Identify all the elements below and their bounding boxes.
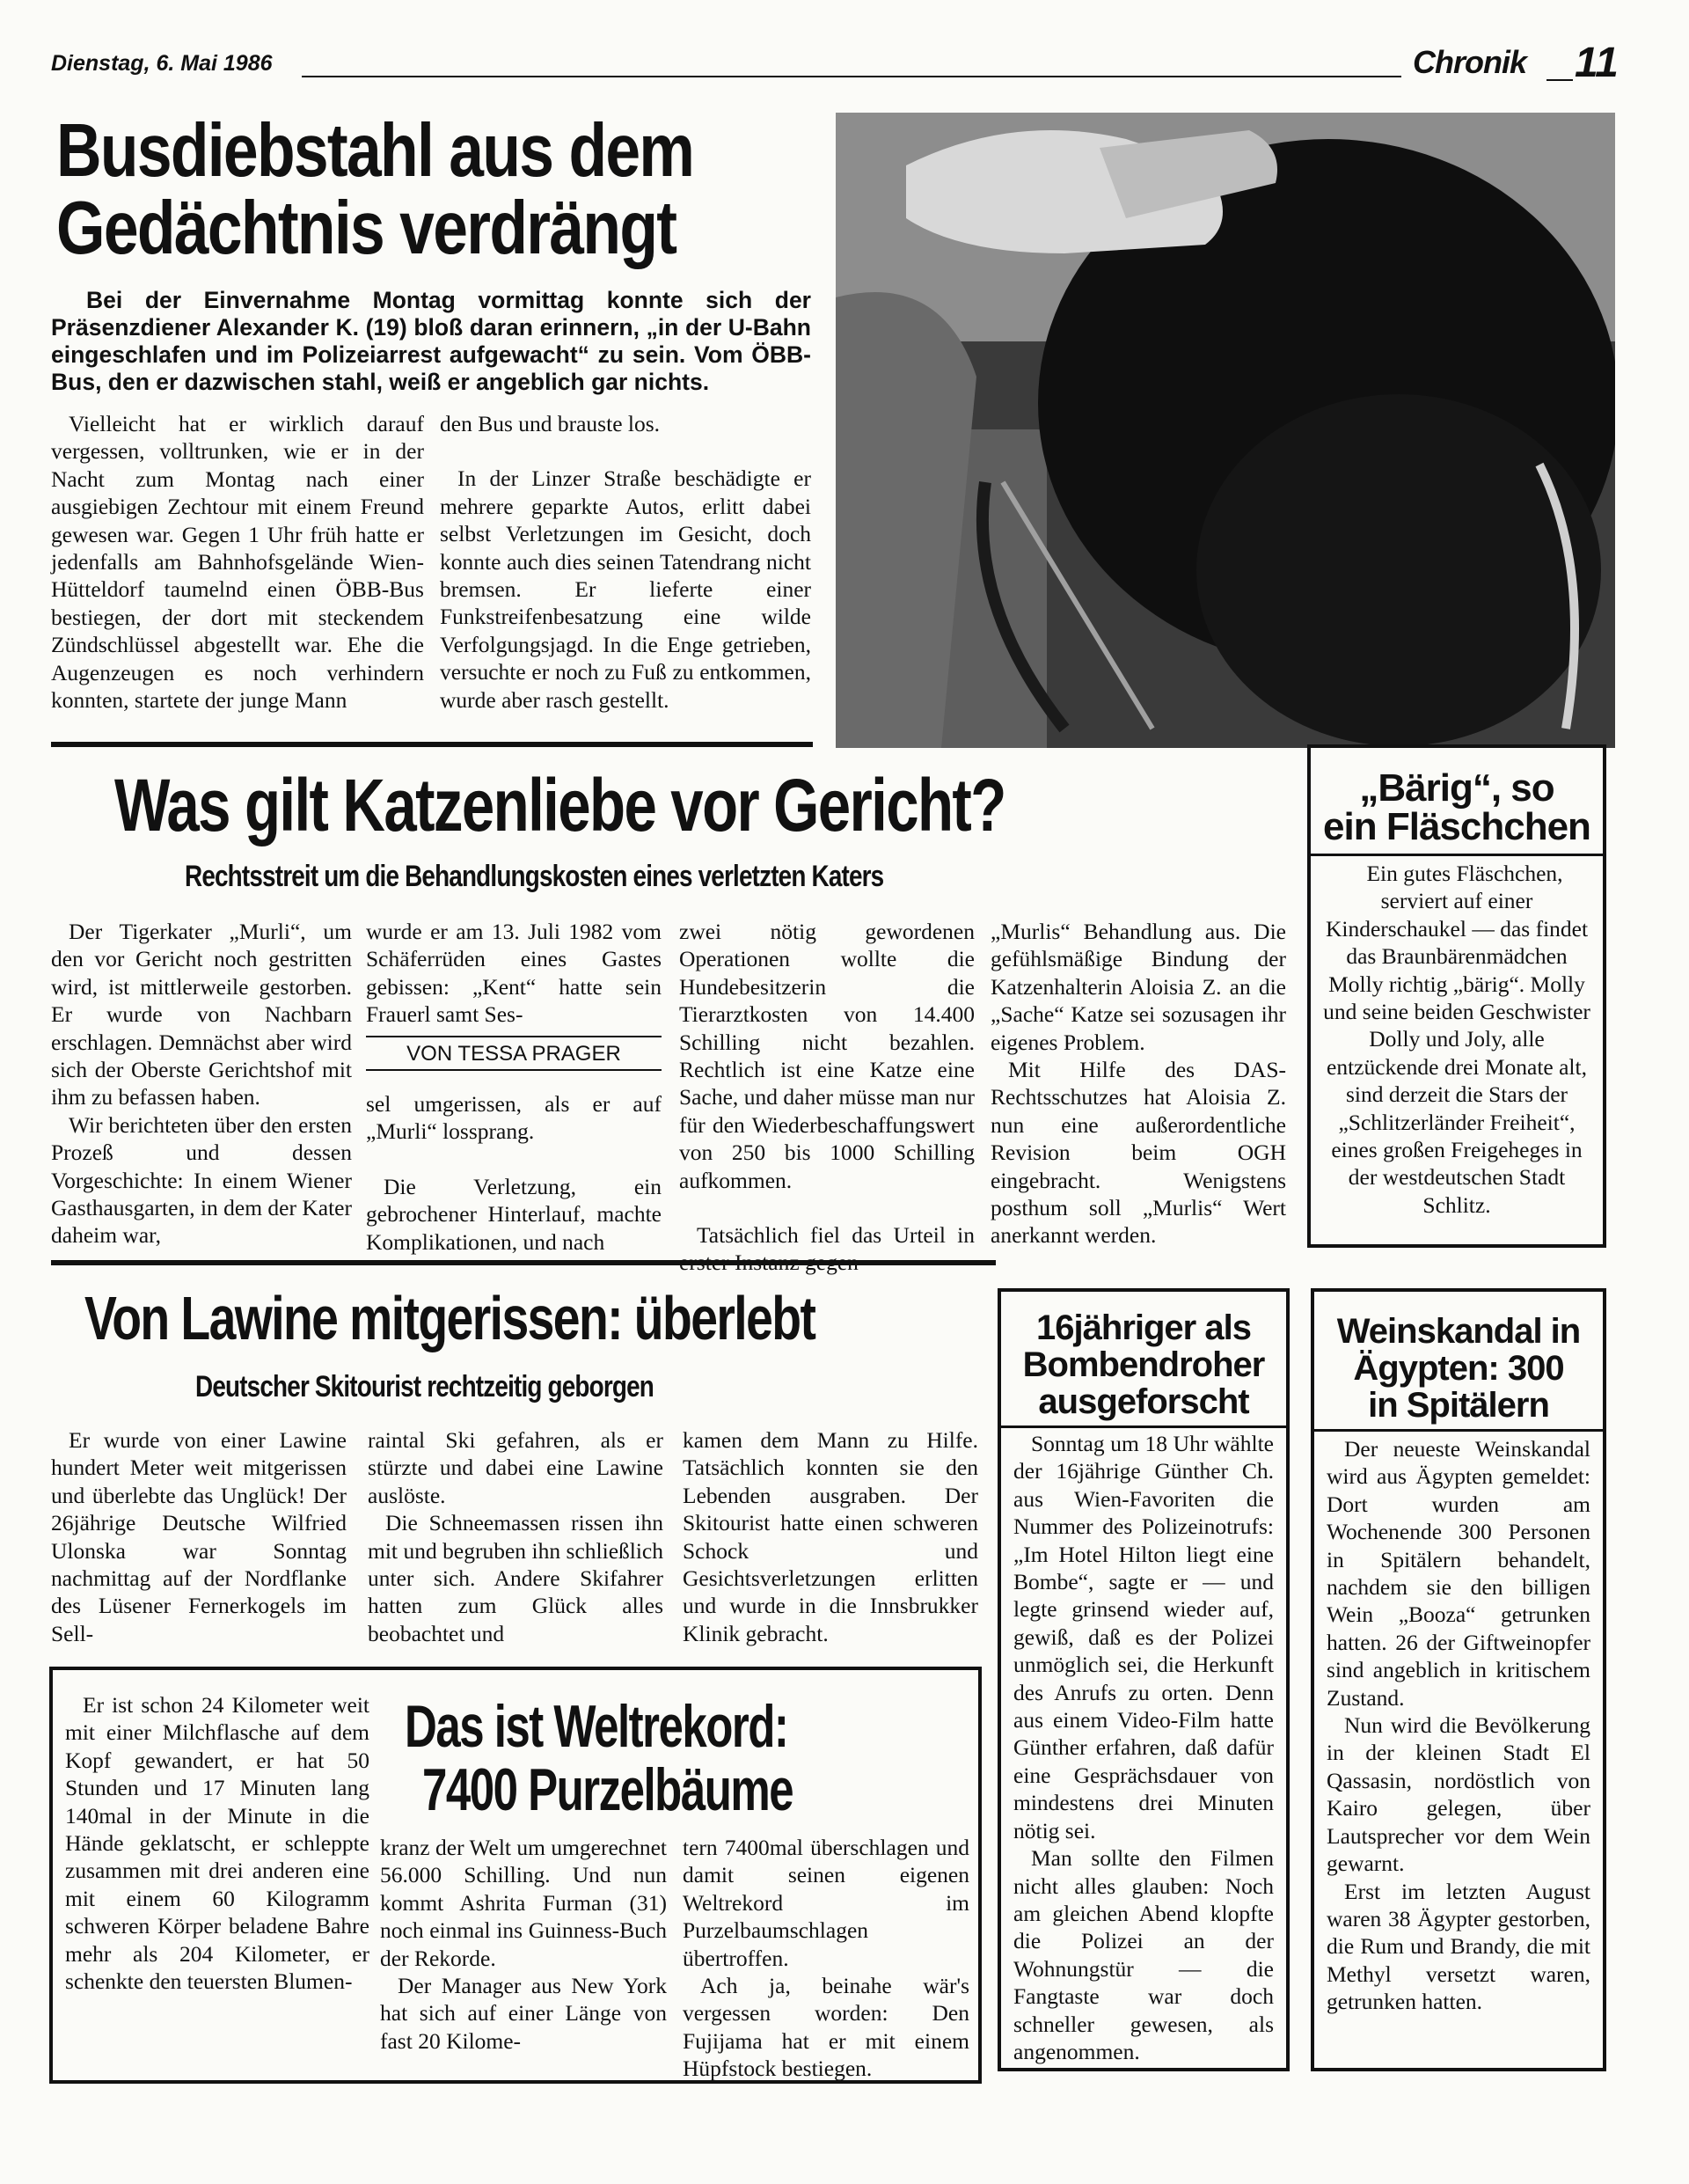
katze-col4-para-1: „Murlis“ Behandlung aus. Die gefühlsmäßige Bindung der Katzenhalterin Aloisia Z. an die „Sache“ Katze sei sozusagen ihr eigenes Problem. (991, 919, 1286, 1055)
baerig-headline-line-1: „Bärig“, so (1359, 766, 1554, 810)
katze-col2-para-2: Die Verletzung, ein gebrochener Hinterlauf, machte Komplikationen, und nach (366, 1173, 662, 1255)
baerig-headline-line-2: ein Fläschchen (1323, 805, 1590, 848)
lawine-column-1 (51, 1426, 347, 1647)
bear-swing-image (836, 113, 1615, 748)
katze-column-4 (991, 918, 1286, 1250)
bus-col1-text: Vielleicht hat er wirklich darauf vergessen, volltrunken, wie er in der Nacht zum Montag nach einer ausgiebigen Zechtour mit einem Freund gewesen war. Gegen 1 Uhr früh hatte er jedenfalls am Bahnhofsgelände Wien-Hütteldorf taumelnd einen ÖBB-Bus bestiegen, der dort mit steckendem Zündschlüssel abgestellt war. Ehe die Augenzeugen es noch verhindern konnten, startete der junge Mann (51, 411, 424, 714)
bus-headline-line-1: Busdiebstahl aus dem (56, 109, 694, 193)
bus-headline-line-2: Gedächtnis verdrängt (56, 187, 676, 270)
baerig-body: Ein gutes Fläschchen, serviert auf einer Kinderschaukel — das findet das Braunbärenmädchen Molly richtig „bärig“. Molly und seine beiden Geschwister Dolly und Joly, alle entzückende drei Monate alt, sind derzeit die Stars der „Schlitzerländer Freiheit“, eines großen Freigeheges in der westdeutschen Stadt Schlitz. (1323, 861, 1590, 1218)
wein-box (1311, 1288, 1606, 2071)
lawine-subhead: Deutscher Skitourist rechtzeitig geborgen (195, 1370, 654, 1403)
lawine-headline: Von Lawine mitgerissen: überlebt (84, 1284, 815, 1352)
rekord-headline-line-1: Das ist Weltrekord: (405, 1693, 788, 1760)
lawine-col2-para-2: Die Schneemassen rissen ihn mit und begruben ihn schließlich unter sich. Andere Skifahrer hatten zum Glück alles beobachtet und (368, 1510, 663, 1646)
rekord-headline (405, 1695, 976, 1821)
bombe-headline-line-2: Bombendroher (1022, 1345, 1265, 1384)
wein-headline-line-2: Ägypten: 300 (1353, 1349, 1564, 1388)
bombe-para-1: Sonntag um 18 Uhr wählte der 16jährige Günther Ch. aus Wien-Favoriten die Nummer des Polizeinotrufs: „Im Hotel Hilton liegt eine Bombe“, sagte er — und legte grinsend wieder auf, gewiß, daß es der Polizei unmöglich sei, die Herkunft des Anrufs zu orten. Denn aus einem Video-Film hatte Günther erfahren, daß dafür eine Gesprächsdauer von mindestens drei Minuten nötig sei. (1013, 1431, 1274, 1843)
katze-subhead: Rechtsstreit um die Behandlungskosten eines verletzten Katers (185, 860, 884, 893)
katze-col2-top: wurde er am 13. Juli 1982 vom Schäferrüden eines Gastes gebissen: „Kent“ hatte sein Frauerl samt Ses- (366, 919, 662, 1028)
baerig-rule (1311, 854, 1603, 856)
rekord-box (49, 1667, 982, 2084)
bus-column-1 (51, 410, 424, 714)
bombe-para-2: Man sollte den Filmen nicht alles glauben: Noch am gleichen Abend klopfte die Polizei an der Wohnungstür — die Fangtaste war doch schneller gewesen, als angenommen. (1013, 1845, 1274, 2064)
header-rule-right (1546, 79, 1573, 81)
bombe-rule (1001, 1425, 1286, 1428)
baerig-box (1307, 744, 1606, 1248)
page-number: 11 (1575, 40, 1619, 86)
katze-byline-box (366, 1036, 662, 1071)
bombe-headline-line-1: 16jähriger als (1036, 1308, 1251, 1347)
rekord-column-2 (380, 1834, 667, 2055)
wein-para-2: Nun wird die Bevölkerung in der kleinen Stadt El Qassasin, nordöstlich von Kairo gelegen, über Lautsprecher vor dem Wein gewarnt. (1327, 1712, 1590, 1877)
bombe-box (998, 1288, 1290, 2071)
katze-column-3 (679, 918, 975, 1277)
rekord-headline-line-2: 7400 Purzelbäume (422, 1756, 793, 1823)
bus-col2-para-1: den Bus und brauste los. (440, 411, 661, 436)
rekord-col2-para-2: Der Manager aus New York hat sich auf einer Länge von fast 20 Kilome- (380, 1973, 667, 2054)
bombe-body (1001, 1430, 1286, 2065)
lawine-column-3 (683, 1426, 978, 1647)
katze-col1-para-1: Der Tigerkater „Murli“, um den vor Gericht noch gestritten wird, ist mittlerweile gestorben. Er wurde von Nachbarn erschlagen. Demnächst aber wird sich der Oberste Gerichtshof mit ihm zu befassen haben. (51, 919, 352, 1110)
wein-rule (1314, 1429, 1603, 1432)
wein-body (1314, 1435, 1603, 2016)
bus-column-2 (440, 410, 811, 714)
rekord-col2-para-1: kranz der Welt um umgerechnet 56.000 Schilling. Und nun kommt Ashrita Furman (31) noch einmal ins Guinness-Buch der Rekorde. (380, 1835, 668, 1971)
rekord-col3-para-2: Ach ja, beinahe wär's vergessen worden: Den Fujijama hat er mit einem Hüpfstock bestiegen. (683, 1973, 969, 2082)
katze-column-1 (51, 918, 352, 1250)
bus-col2-para-2: In der Linzer Straße beschädigte er mehrere geparkte Autos, erlitt dabei selbst Verletzungen im Gesicht, doch konnte auch dies seinen Tatendrang nicht bremsen. Er lieferte einer Funkstreifenbesatzung eine wilde Verfolgungsjagd. In die Enge getrieben, versuchte er noch zu Fuß zu entkommen, wurde aber rasch gestellt. (440, 465, 811, 713)
lawine-col1-text: Er wurde von einer Lawine hundert Meter weit mitgerissen und überlebte das Unglück! Der 26jährige Deutsche Wilfried Ulonska war Sonntag nachmittag auf der Nordflanke des Lüsener Fernerkogels im Sell- (51, 1427, 347, 1646)
katze-byline: VON TESSA PRAGER (406, 1041, 621, 1066)
katze-col4-para-2: Mit Hilfe des DAS-Rechtsschutzes hat Aloisia Z. nun eine außerordentliche Revision beim OGH eingebracht. Wenigstens posthum soll „Murlis“ Wert anerkannt werden. (991, 1057, 1286, 1249)
katze-headline: Was gilt Katzenliebe vor Gericht? (114, 764, 1005, 846)
bus-headline (56, 109, 830, 270)
katze-col3-para-1: zwei nötig gewordenen Operationen wollte die Hundebesitzerin die Tierarztkosten von 14.400 Schilling nicht bezahlen. Rechtlich ist eine Katze eine Sache, und daher müsse man nur für den Wiederbeschaffungswert von 250 bis 1000 Schilling aufkommen. (679, 919, 975, 1193)
wein-headline-line-1: Weinskandal in (1336, 1312, 1581, 1351)
header-rule-left (302, 76, 1401, 77)
katze-column-2 (366, 918, 662, 1256)
rekord-col1-text: Er ist schon 24 Kilometer weit mit einer Milchflasche auf dem Kopf gewandert, er hat 50 Stunden und 17 Minuten lang 140mal in der Minute in die Hände geklatscht, er schleppte zusammen mit drei anderen eine mit einem 60 Kilogramm schweren Körper beladene Bahre mehr als 204 Kilometer, er schenkte den teuersten Blumen- (65, 1692, 369, 1995)
katze-col2-para-1: sel umgerissen, als er auf „Murli“ lossprang. (366, 1091, 662, 1145)
bear-photo (836, 113, 1615, 748)
katze-col1-para-2: Wir berichteten über den ersten Prozeß und dessen Vorgeschichte: In einem Wiener Gasthausgarten, in dem der Kater daheim war, (51, 1111, 352, 1249)
rekord-column-3 (683, 1834, 969, 2083)
page-header (51, 40, 1619, 88)
wein-headline-line-3: in Spitälern (1368, 1386, 1549, 1425)
lawine-col3-text: kamen dem Mann zu Hilfe. Tatsächlich konnten sie den Lebenden ausgraben. Der Skitourist hatte einen schweren Schock und Gesichtsverletzungen erlitten und wurde in die Innsbrukker Klinik gebracht. (683, 1427, 978, 1646)
rekord-col3-para-1: tern 7400mal überschlagen und damit seinen eigenen Weltrekord im Purzelbaumschlagen übertroffen. (683, 1835, 969, 1971)
wein-para-1: Der neueste Weinskandal wird aus Ägypten gemeldet: Dort wurden am Wochenende 300 Personen in Spitälern behandelt, nachdem sie den billigen Wein „Booza“ getrunken hatten. 26 der Giftweinopfer sind angeblich in kritischem Zustand. (1327, 1436, 1590, 1711)
section-name: Chronik (1413, 44, 1527, 80)
bus-lead: Bei der Einvernahme Montag vormittag konnte sich der Präsenzdiener Alexander K. (19) bloß daran erinnern, „in der U-Bahn eingeschlafen und im Polizeiarrest aufgewacht“ zu sein. Vom ÖBB-Bus, den er dazwischen stahl, weiß er angeblich gar nichts. (51, 287, 811, 395)
lawine-top-rule (51, 1260, 996, 1265)
issue-date: Dienstag, 6. Mai 1986 (51, 51, 273, 76)
bombe-headline-line-3: ausgeforscht (1038, 1382, 1249, 1421)
rekord-column-1 (65, 1691, 369, 1995)
lawine-column-2 (368, 1426, 663, 1647)
katze-top-rule (51, 742, 813, 747)
katze-col3-para-2: Tatsächlich fiel das Urteil in (697, 1222, 975, 1249)
wein-para-3: Erst im letzten August waren 38 Ägypter gestorben, die Rum und Brandy, die mit Methyl versetzt waren, getrunken hatten. (1327, 1878, 1590, 2015)
lawine-col2-para-1: raintal Ski gefahren, als er stürzte und dabei eine Lawine auslöste. (368, 1427, 663, 1508)
